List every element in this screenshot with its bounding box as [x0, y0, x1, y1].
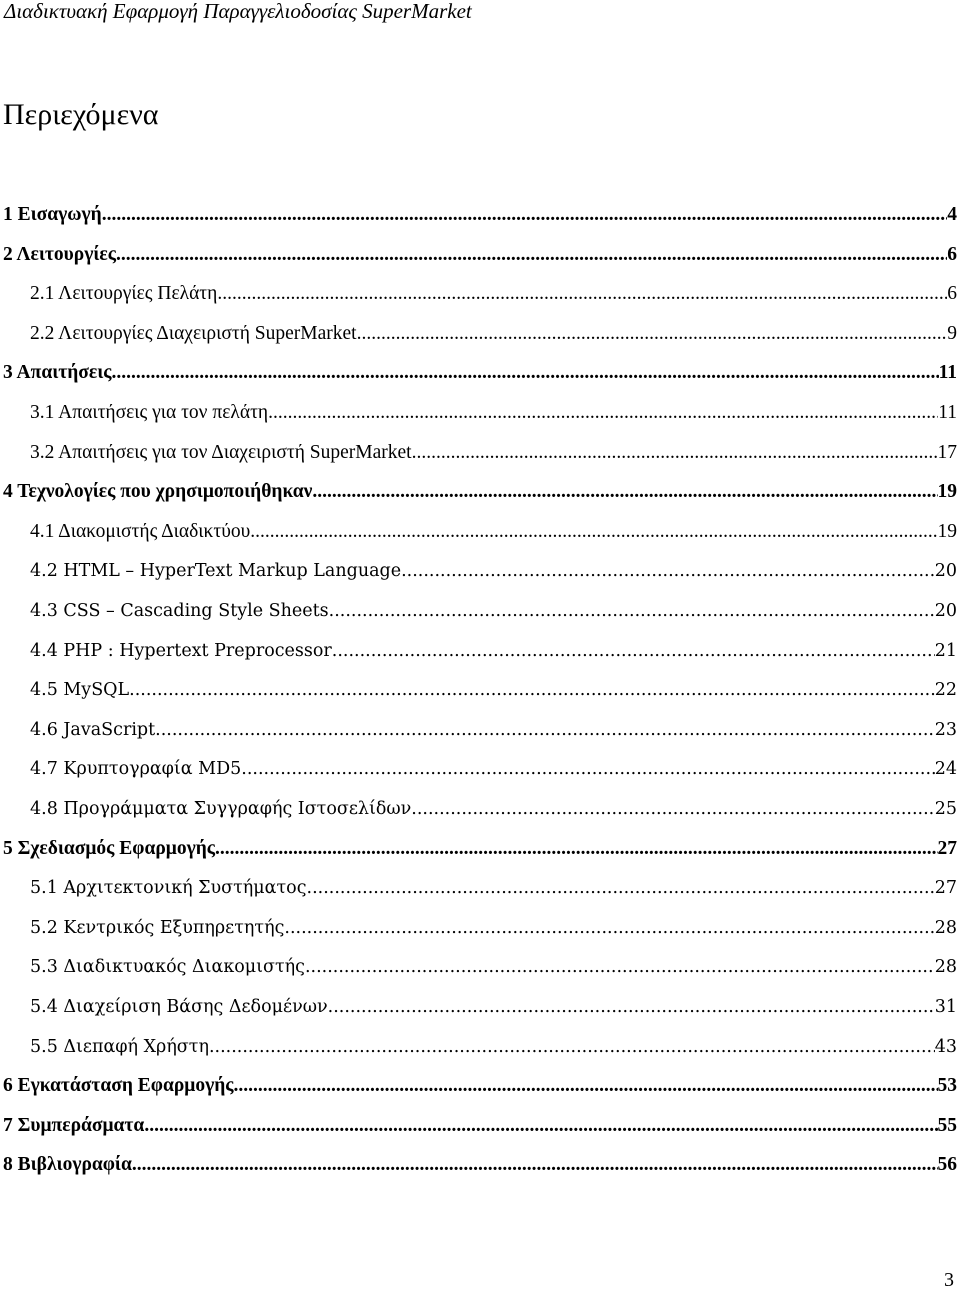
- toc-title: Περιεχόμενα: [3, 98, 159, 131]
- toc-dot-leader: [305, 955, 935, 979]
- toc-dot-leader: [234, 1074, 938, 1098]
- toc-entry-page: 28: [934, 957, 957, 977]
- page-number: 3: [944, 1269, 954, 1291]
- toc-entry-label: 8 Βιβλιογραφία: [3, 1154, 132, 1175]
- toc-entry-label: 1 Εισαγωγή: [3, 204, 102, 225]
- toc-entry[interactable]: [3, 1153, 957, 1177]
- toc-entry[interactable]: [30, 559, 957, 583]
- toc-entry-label: 5 Σχεδιασμός Εφαρμογής: [3, 838, 215, 859]
- toc-dot-leader: [411, 797, 934, 821]
- toc-dot-leader: [412, 441, 938, 465]
- toc-entry-label: 5.3 Διαδικτυακός Διακομιστής: [30, 957, 305, 977]
- toc-entry-page: 53: [937, 1075, 957, 1096]
- toc-dot-leader: [328, 995, 935, 1019]
- toc-entry-page: 43: [934, 1037, 957, 1057]
- toc-dot-leader: [116, 243, 947, 267]
- toc-entry-label: 2 Λειτουργίες: [3, 244, 116, 265]
- toc-dot-leader: [215, 837, 938, 861]
- toc-entry[interactable]: [3, 203, 957, 227]
- toc-entry-page: 11: [938, 362, 957, 383]
- toc-entry-label: 2.1 Λειτουργίες Πελάτη: [30, 283, 218, 304]
- toc-dot-leader: [332, 639, 935, 663]
- toc-entry-page: 55: [937, 1115, 957, 1136]
- toc-entry-label: 5.5 Διεπαφή Χρήστη: [30, 1037, 209, 1057]
- toc-entry-label: 4.2 HTML – HyperText Markup Language: [30, 561, 402, 581]
- toc-entry-label: 4 Τεχνολογίες που χρησιμοποιήθηκαν: [3, 481, 313, 502]
- toc-entry-label: 5.1 Αρχιτεκτονική Συστήματος: [30, 878, 307, 898]
- toc-entry-label: 4.6 JavaScript: [30, 720, 156, 740]
- toc-entry-label: 7 Συμπεράσματα: [3, 1115, 145, 1136]
- toc-entry-label: 4.3 CSS – Cascading Style Sheets: [30, 601, 329, 621]
- toc-entry-label: 4.8 Προγράμματα Συγγραφής Ιστοσελίδων: [30, 799, 412, 819]
- toc-entry[interactable]: [30, 916, 957, 940]
- toc-entry-page: 25: [934, 799, 957, 819]
- toc-entry-label: 3.2 Απαιτήσεις για τον Διαχειριστή SuperMarket: [30, 442, 412, 463]
- toc-entry-page: 24: [934, 759, 957, 779]
- toc-entry[interactable]: [30, 599, 957, 623]
- toc-entry-page: 4: [947, 204, 957, 225]
- toc-entry-page: 9: [947, 323, 957, 344]
- toc-entry-page: 11: [938, 402, 957, 423]
- toc-dot-leader: [284, 916, 934, 940]
- toc-dot-leader: [102, 203, 948, 227]
- toc-dot-leader: [144, 1114, 937, 1138]
- toc-dot-leader: [112, 361, 939, 385]
- toc-dot-leader: [241, 757, 934, 781]
- toc-entry-label: 5.2 Κεντρικός Εξυπηρετητής: [30, 918, 285, 938]
- toc-dot-leader: [357, 322, 948, 346]
- toc-entry[interactable]: [30, 401, 957, 425]
- toc-entry-page: 6: [947, 244, 957, 265]
- toc-dot-leader: [268, 401, 938, 425]
- toc-entry[interactable]: [30, 282, 957, 306]
- toc-entry-page: 31: [934, 997, 957, 1017]
- toc-entry-page: 20: [934, 601, 957, 621]
- toc-entry-page: 17: [937, 442, 957, 463]
- toc-dot-leader: [312, 480, 937, 504]
- toc-entry[interactable]: [30, 876, 957, 900]
- toc-entry-label: 4.7 Κρυπτογραφία MD5: [30, 759, 242, 779]
- toc-entry-page: 27: [937, 838, 957, 859]
- toc-entry[interactable]: [30, 639, 957, 663]
- toc-entry-page: 19: [937, 521, 957, 542]
- toc-dot-leader: [155, 718, 935, 742]
- toc-entry[interactable]: [30, 520, 957, 544]
- toc-entry-page: 28: [934, 918, 957, 938]
- toc-entry-page: 21: [934, 641, 957, 661]
- toc-entry[interactable]: [30, 322, 957, 346]
- toc-entry-label: 4.4 PHP : Hypertext Preprocessor: [30, 641, 332, 661]
- toc-entry[interactable]: [3, 1074, 957, 1098]
- toc-entry-label: 5.4 Διαχείριση Βάσης Δεδομένων: [30, 997, 328, 1017]
- toc-entry[interactable]: [3, 837, 957, 861]
- toc-entry-page: 19: [937, 481, 957, 502]
- toc-entry[interactable]: [3, 361, 957, 385]
- toc-entry-page: 27: [934, 878, 957, 898]
- toc-entry-label: 3.1 Απαιτήσεις για τον πελάτη: [30, 402, 269, 423]
- toc-entry-label: 2.2 Λειτουργίες Διαχειριστή SuperMarket: [30, 323, 357, 344]
- toc-entry[interactable]: [30, 441, 957, 465]
- toc-entry-label: 4.1 Διακομιστής Διαδικτύου: [30, 521, 251, 542]
- toc-dot-leader: [217, 282, 947, 306]
- toc-entry[interactable]: [3, 1114, 957, 1138]
- toc-dot-leader: [307, 876, 935, 900]
- toc-entry[interactable]: [30, 955, 957, 979]
- toc-entry-label: 6 Εγκατάσταση Εφαρμογής: [3, 1075, 234, 1096]
- toc-entry-page: 56: [937, 1154, 957, 1175]
- toc-dot-leader: [132, 1153, 938, 1177]
- running-header: Διαδικτυακή Εφαρμογή Παραγγελιοδοσίας SuperMarket: [4, 0, 472, 23]
- toc-entry[interactable]: [30, 797, 957, 821]
- toc-entry[interactable]: [30, 757, 957, 781]
- toc-entry[interactable]: [30, 1035, 957, 1059]
- toc-entry-label: 3 Απαιτήσεις: [3, 362, 112, 383]
- toc-entry[interactable]: [30, 718, 957, 742]
- toc-entry-page: 6: [947, 283, 957, 304]
- toc-entry-label: 4.5 MySQL: [30, 680, 130, 700]
- toc-entry-page: 20: [934, 561, 957, 581]
- toc-dot-leader: [250, 520, 937, 544]
- toc-dot-leader: [401, 559, 935, 583]
- toc-dot-leader: [329, 599, 935, 623]
- toc-dot-leader: [129, 678, 935, 702]
- toc-entry-page: 22: [934, 680, 957, 700]
- toc-entry[interactable]: [3, 480, 957, 504]
- toc-entry[interactable]: [30, 678, 957, 702]
- toc-entry[interactable]: [30, 995, 957, 1019]
- toc-dot-leader: [209, 1035, 935, 1059]
- toc-entry[interactable]: [3, 243, 957, 267]
- toc-entry-page: 23: [934, 720, 957, 740]
